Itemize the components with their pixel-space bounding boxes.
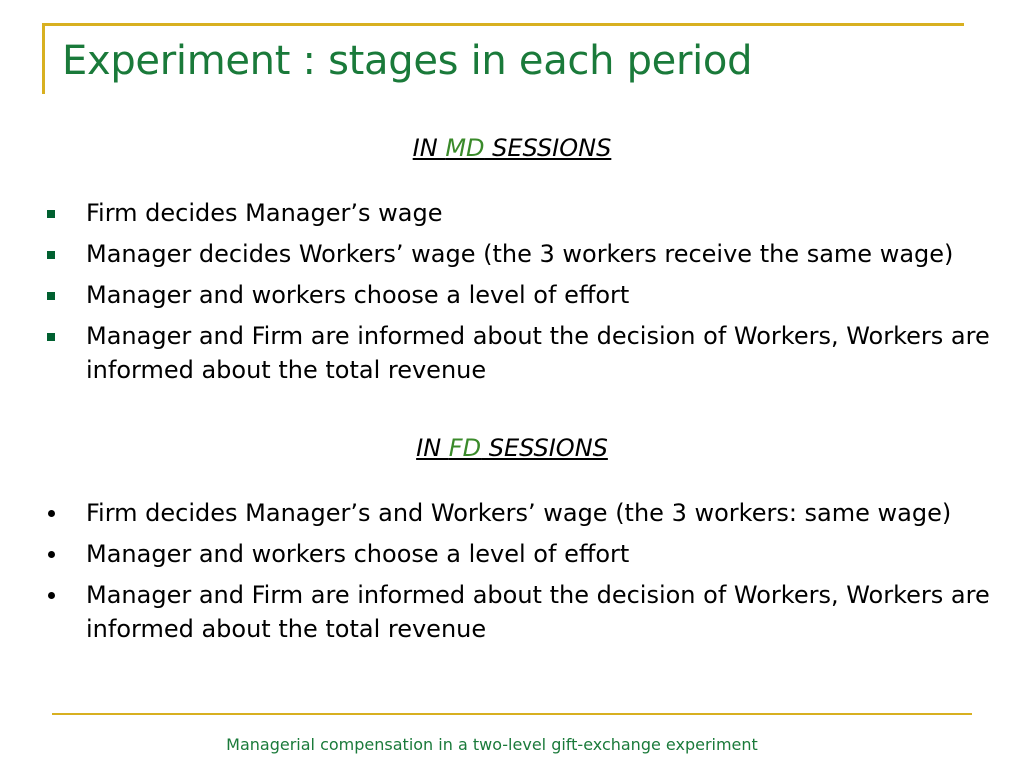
- list-item-text: Manager and Firm are informed about the decision of Workers, Workers are informed about the total revenue: [86, 322, 990, 384]
- list-item-text: Firm decides Manager’s and Workers’ wage (the 3 workers: same wage): [86, 499, 952, 527]
- square-bullet-icon: [47, 196, 67, 230]
- footer-caption: [0, 735, 1024, 754]
- fd-heading-prefix: IN: [416, 434, 449, 462]
- list-item: [0, 496, 1024, 530]
- list-item-text: Manager and workers choose a level of effort: [86, 540, 630, 568]
- dot-bullet-icon: [47, 496, 67, 530]
- fd-sessions-heading: [0, 434, 1024, 462]
- dot-bullet-icon: [47, 578, 67, 612]
- md-stage-list: [0, 196, 1024, 394]
- footer-caption-text: Managerial compensation in a two-level gift-exchange experiment: [226, 735, 758, 754]
- title-frame-top-rule: [42, 23, 964, 26]
- md-heading-suffix: SESSIONS: [484, 134, 612, 162]
- list-item-text: Manager and workers choose a level of effort: [86, 281, 630, 309]
- list-item-text: Manager and Firm are informed about the decision of Workers, Workers are informed about the total revenue: [86, 581, 990, 643]
- square-bullet-icon: [47, 319, 67, 353]
- list-item-text: Firm decides Manager’s wage: [86, 199, 443, 227]
- list-item: [0, 537, 1024, 571]
- md-heading-accent: MD: [445, 134, 485, 162]
- list-item: [0, 578, 1024, 646]
- md-heading-prefix: IN: [412, 134, 446, 162]
- fd-stage-list: [0, 496, 1024, 653]
- md-sessions-heading: [0, 134, 1024, 162]
- square-bullet-icon: [47, 237, 67, 271]
- dot-bullet-icon: [47, 537, 67, 571]
- square-bullet-icon: [47, 278, 67, 312]
- title-frame-left-rule: [42, 23, 45, 94]
- fd-heading-accent: FD: [448, 434, 482, 462]
- list-item: [0, 278, 1024, 312]
- list-item: [0, 196, 1024, 230]
- list-item: [0, 237, 1024, 271]
- fd-heading-suffix: SESSIONS: [481, 434, 608, 462]
- footer-rule: [52, 713, 972, 715]
- list-item: [0, 319, 1024, 387]
- list-item-text: Manager decides Workers’ wage (the 3 workers receive the same wage): [86, 240, 954, 268]
- slide-title: Experiment : stages in each period: [62, 38, 753, 84]
